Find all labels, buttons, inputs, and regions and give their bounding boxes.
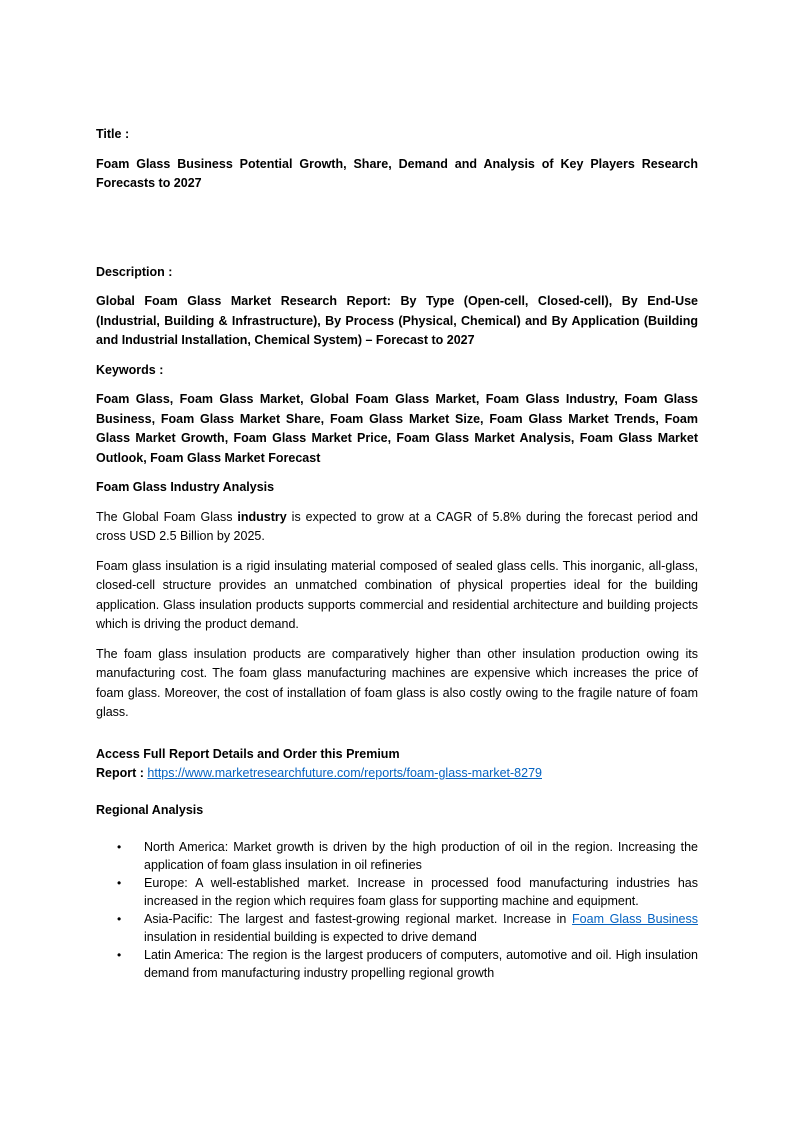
industry-analysis-heading: Foam Glass Industry Analysis — [96, 480, 275, 494]
list-item-text-before: Asia-Pacific: The largest and fastest-growing regional market. Increase in — [144, 912, 573, 926]
bullet-icon: • — [117, 912, 122, 926]
industry-p1-before: The Global Foam Glass — [96, 509, 238, 524]
keywords-text: Foam Glass, Foam Glass Market, Global Foam Glass Market, Foam Glass Industry, Foam Glass Business, Foam Glass Market Share, Foam Glass Market Size, Foam Glass Market Trends, Foam Glass Market Growth, Foam Glass Market Price, Foam Glass Market Analysis, Foam Glass Market Outlook, Foam Glass Market Forecast — [96, 392, 698, 465]
access-line-2 — [96, 764, 698, 784]
report-title: Foam Glass Business Potential Growth, Share, Demand and Analysis of Key Players Research Forecasts to 2027 — [96, 156, 698, 190]
title-label: Title : — [96, 127, 130, 141]
spacer — [96, 194, 698, 263]
industry-paragraph-1 — [96, 508, 698, 547]
industry-p1-after: is expected to grow at a CAGR of 5.8% during the forecast period and cross USD 2.5 Billion by 2025. — [96, 509, 698, 543]
bullet-icon: • — [117, 840, 122, 854]
foam-glass-business-link[interactable]: Foam Glass Business — [572, 912, 699, 926]
list-item-asia-pacific — [96, 910, 698, 946]
report-url-link[interactable]: https://www.marketresearchfuture.com/reports/foam-glass-market-8279 — [147, 766, 542, 780]
spacer — [96, 784, 698, 801]
access-report-label: Report : — [96, 766, 148, 780]
industry-paragraph-3: The foam glass insulation products are comparatively higher than other insulation production owing its manufacturing cost. The foam glass manufacturing machines are expensive which increases the price of foam glass. Moreover, the cost of installation of foam glass is also costly owing to the fragile nature of foam glass. — [96, 646, 698, 719]
access-report-section — [96, 745, 698, 784]
access-line-1: Access Full Report Details and Order this Premium — [96, 746, 400, 761]
keywords-label: Keywords : — [96, 362, 164, 377]
bullet-icon: • — [117, 876, 122, 890]
industry-paragraph-2: Foam glass insulation is a rigid insulating material composed of sealed glass cells. This inorganic, all-glass, closed-cell structure provides an unmatched combination of physical properties ideal for the building application. Glass insulation products supports commercial and residential architecture and building projects which is driving the product demand. — [96, 558, 698, 631]
list-item-text: Latin America: The region is the largest producers of computers, automotive and oil. High insulation demand from manufacturing industry propelling regional growth — [144, 948, 698, 980]
document-page — [96, 125, 698, 982]
regional-analysis-heading: Regional Analysis — [96, 802, 204, 817]
list-item-latin-america — [96, 946, 698, 982]
list-item-north-america — [96, 838, 698, 874]
list-item-text: Europe: A well-established market. Increase in processed food manufacturing industries has increased in the region which requires foam glass for supporting machine and equipment. — [144, 876, 698, 908]
list-item-europe — [96, 874, 698, 910]
description-text: Global Foam Glass Market Research Report: By Type (Open-cell, Closed-cell), By End-Use (Industrial, Building & Infrastructure), By Process (Physical, Chemical) and By Application (Building and Industrial Installation, Chemical System) – Forecast to 2027 — [96, 294, 698, 347]
list-item-text-after: insulation in residential building is expected to drive demand — [144, 930, 477, 944]
description-label: Description : — [96, 264, 173, 279]
spacer — [96, 723, 698, 745]
industry-p1-bold: industry — [237, 509, 287, 524]
bullet-icon: • — [117, 948, 122, 962]
list-item-text: North America: Market growth is driven by the high production of oil in the region. Increasing the application of foam glass insulation in oil refineries — [144, 840, 698, 872]
regional-list — [96, 838, 698, 982]
